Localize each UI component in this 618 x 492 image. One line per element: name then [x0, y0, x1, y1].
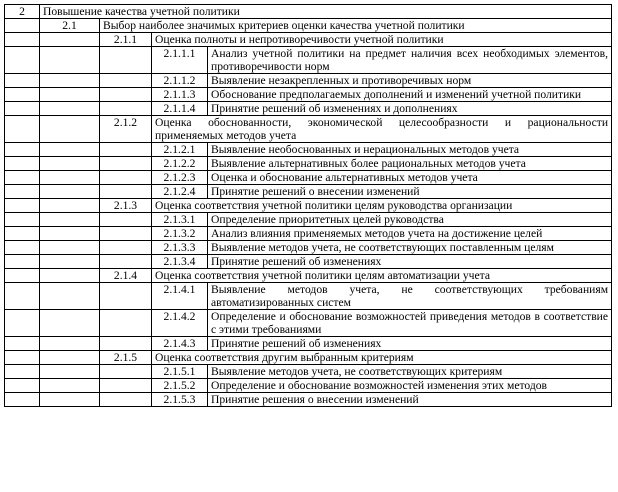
- blank-cell: [5, 19, 40, 33]
- task-number-cell: 2.1.3.4: [152, 255, 208, 269]
- blank-cell: [40, 185, 100, 199]
- table-row-2.1.2: [5, 116, 612, 143]
- blank-cell: [100, 88, 152, 102]
- subitem-number-cell: 2.1.1: [100, 33, 152, 47]
- task-number-cell: 2.1.5.1: [152, 365, 208, 379]
- blank-cell: [100, 379, 152, 393]
- work-plan-table-body: [5, 5, 612, 407]
- blank-cell: [5, 33, 40, 47]
- table-row-2.1.5.2: [5, 379, 612, 393]
- task-number-cell: 2.1.2.4: [152, 185, 208, 199]
- subitem-title-cell: Оценка полноты и непротиворечивости учетной политики: [152, 33, 612, 47]
- task-text-cell: Выявление альтернативных более рациональных методов учета: [208, 157, 612, 171]
- blank-cell: [40, 74, 100, 88]
- blank-cell: [40, 143, 100, 157]
- task-number-cell: 2.1.3.2: [152, 227, 208, 241]
- blank-cell: [40, 241, 100, 255]
- blank-cell: [5, 47, 40, 74]
- blank-cell: [40, 310, 100, 337]
- task-number-cell: 2.1.5.3: [152, 393, 208, 407]
- table-row-2.1.5.3: [5, 393, 612, 407]
- blank-cell: [5, 351, 40, 365]
- task-number-cell: 2.1.1.1: [152, 47, 208, 74]
- blank-cell: [5, 185, 40, 199]
- task-number-cell: 2.1.2.1: [152, 143, 208, 157]
- table-row-2.1.1.2: [5, 74, 612, 88]
- blank-cell: [40, 351, 100, 365]
- blank-cell: [100, 185, 152, 199]
- task-text-cell: Выявление методов учета, не соответствующих критериям: [208, 365, 612, 379]
- blank-cell: [40, 255, 100, 269]
- table-row-2.1.1: [5, 33, 612, 47]
- table-row-2.1.3.2: [5, 227, 612, 241]
- task-number-cell: 2.1.2.2: [152, 157, 208, 171]
- table-row-2.1.4: [5, 269, 612, 283]
- task-number-cell: 2.1.3.3: [152, 241, 208, 255]
- blank-cell: [5, 74, 40, 88]
- task-text-cell: Оценка и обоснование альтернативных методов учета: [208, 171, 612, 185]
- blank-cell: [100, 171, 152, 185]
- blank-cell: [40, 33, 100, 47]
- task-number-cell: 2.1.5.2: [152, 379, 208, 393]
- task-text-cell: Принятие решений об изменениях: [208, 337, 612, 351]
- blank-cell: [100, 241, 152, 255]
- table-row-2.1.2.3: [5, 171, 612, 185]
- blank-cell: [5, 337, 40, 351]
- blank-cell: [40, 393, 100, 407]
- blank-cell: [5, 116, 40, 143]
- blank-cell: [40, 269, 100, 283]
- task-text-cell: Выявление незакрепленных и противоречивых норм: [208, 74, 612, 88]
- table-row-2.1.1.3: [5, 88, 612, 102]
- blank-cell: [100, 365, 152, 379]
- blank-cell: [100, 102, 152, 116]
- section-number-cell: 2: [5, 5, 40, 19]
- item-title-cell: Выбор наиболее значимых критериев оценки качества учетной политики: [100, 19, 612, 33]
- blank-cell: [40, 157, 100, 171]
- table-row-2.1.1.1: [5, 47, 612, 74]
- subitem-number-cell: 2.1.2: [100, 116, 152, 143]
- blank-cell: [40, 102, 100, 116]
- task-number-cell: 2.1.4.1: [152, 283, 208, 310]
- blank-cell: [5, 102, 40, 116]
- blank-cell: [100, 213, 152, 227]
- task-text-cell: Выявление необоснованных и нерациональных методов учета: [208, 143, 612, 157]
- blank-cell: [40, 379, 100, 393]
- blank-cell: [5, 269, 40, 283]
- task-text-cell: Выявление методов учета, не соответствующих требованиям автоматизированных систем: [208, 283, 612, 310]
- blank-cell: [5, 199, 40, 213]
- item-number-cell: 2.1: [40, 19, 100, 33]
- table-row-2.1.4.2: [5, 310, 612, 337]
- blank-cell: [100, 255, 152, 269]
- subitem-title-cell: Оценка обоснованности, экономической целесообразности и рациональности применяемых методов учета: [152, 116, 612, 143]
- task-text-cell: Определение приоритетных целей руководства: [208, 213, 612, 227]
- task-number-cell: 2.1.3.1: [152, 213, 208, 227]
- task-text-cell: Анализ учетной политики на предмет наличия всех необходимых элементов, противоречивости норм: [208, 47, 612, 74]
- blank-cell: [40, 47, 100, 74]
- subitem-number-cell: 2.1.4: [100, 269, 152, 283]
- blank-cell: [5, 227, 40, 241]
- blank-cell: [40, 337, 100, 351]
- blank-cell: [5, 241, 40, 255]
- blank-cell: [5, 393, 40, 407]
- blank-cell: [40, 88, 100, 102]
- table-row-2.1.2.2: [5, 157, 612, 171]
- blank-cell: [5, 255, 40, 269]
- blank-cell: [100, 227, 152, 241]
- table-row-2.1.3: [5, 199, 612, 213]
- blank-cell: [40, 227, 100, 241]
- blank-cell: [5, 379, 40, 393]
- subitem-number-cell: 2.1.5: [100, 351, 152, 365]
- task-text-cell: Обоснование предполагаемых дополнений и изменений учетной политики: [208, 88, 612, 102]
- task-number-cell: 2.1.4.2: [152, 310, 208, 337]
- table-row-2.1.3.4: [5, 255, 612, 269]
- task-text-cell: Принятие решения о внесении изменений: [208, 393, 612, 407]
- table-row-2.1: [5, 19, 612, 33]
- task-text-cell: Принятие решений об изменениях: [208, 255, 612, 269]
- table-row-2: [5, 5, 612, 19]
- task-text-cell: Принятие решений о внесении изменений: [208, 185, 612, 199]
- task-text-cell: Определение и обоснование возможностей приведения методов в соответствие с этими требованиями: [208, 310, 612, 337]
- subitem-title-cell: Оценка соответствия учетной политики целям автоматизации учета: [152, 269, 612, 283]
- blank-cell: [100, 157, 152, 171]
- blank-cell: [100, 74, 152, 88]
- blank-cell: [5, 365, 40, 379]
- blank-cell: [100, 47, 152, 74]
- blank-cell: [100, 393, 152, 407]
- task-text-cell: Анализ влияния применяемых методов учета на достижение целей: [208, 227, 612, 241]
- task-number-cell: 2.1.1.3: [152, 88, 208, 102]
- blank-cell: [5, 143, 40, 157]
- table-row-2.1.2.1: [5, 143, 612, 157]
- subitem-title-cell: Оценка соответствия учетной политики целям руководства организации: [152, 199, 612, 213]
- blank-cell: [40, 199, 100, 213]
- blank-cell: [100, 143, 152, 157]
- blank-cell: [100, 337, 152, 351]
- blank-cell: [40, 365, 100, 379]
- table-row-2.1.2.4: [5, 185, 612, 199]
- table-row-2.1.3.3: [5, 241, 612, 255]
- blank-cell: [40, 171, 100, 185]
- subitem-title-cell: Оценка соответствия другим выбранным критериям: [152, 351, 612, 365]
- task-number-cell: 2.1.1.2: [152, 74, 208, 88]
- task-number-cell: 2.1.2.3: [152, 171, 208, 185]
- blank-cell: [40, 283, 100, 310]
- table-row-2.1.3.1: [5, 213, 612, 227]
- blank-cell: [5, 171, 40, 185]
- blank-cell: [5, 213, 40, 227]
- section-title-cell: Повышение качества учетной политики: [40, 5, 612, 19]
- task-number-cell: 2.1.1.4: [152, 102, 208, 116]
- blank-cell: [40, 213, 100, 227]
- blank-cell: [40, 116, 100, 143]
- blank-cell: [100, 310, 152, 337]
- blank-cell: [5, 157, 40, 171]
- table-row-2.1.5: [5, 351, 612, 365]
- table-row-2.1.5.1: [5, 365, 612, 379]
- blank-cell: [5, 283, 40, 310]
- table-row-2.1.4.1: [5, 283, 612, 310]
- task-text-cell: Выявление методов учета, не соответствующих поставленным целям: [208, 241, 612, 255]
- task-text-cell: Принятие решений об изменениях и дополнениях: [208, 102, 612, 116]
- blank-cell: [5, 88, 40, 102]
- task-text-cell: Определение и обоснование возможностей изменения этих методов: [208, 379, 612, 393]
- table-row-2.1.4.3: [5, 337, 612, 351]
- task-number-cell: 2.1.4.3: [152, 337, 208, 351]
- work-plan-table: [4, 4, 612, 407]
- table-row-2.1.1.4: [5, 102, 612, 116]
- subitem-number-cell: 2.1.3: [100, 199, 152, 213]
- blank-cell: [100, 283, 152, 310]
- blank-cell: [5, 310, 40, 337]
